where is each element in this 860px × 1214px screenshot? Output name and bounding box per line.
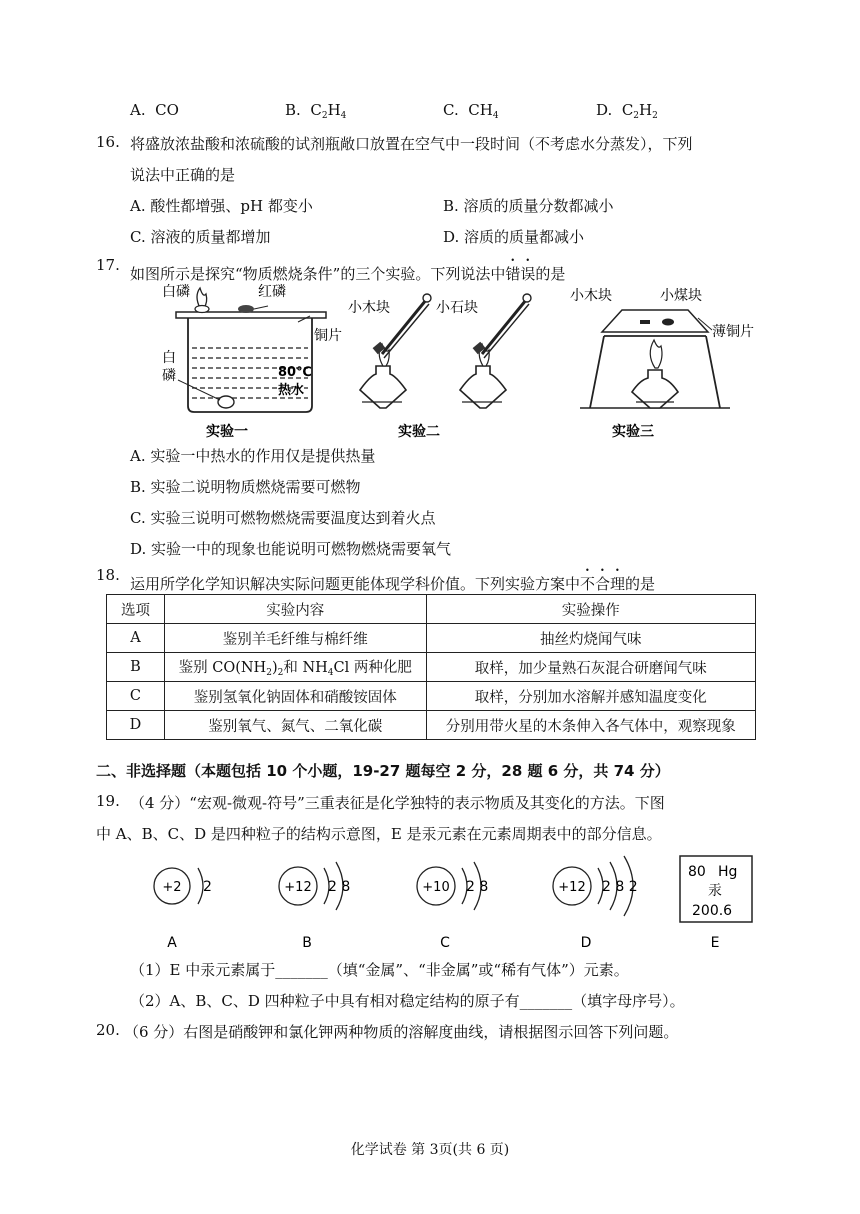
- svg-text:B: B: [302, 935, 312, 951]
- svg-text:A: A: [167, 935, 177, 951]
- q17-option-c: C. 实验三说明可燃物燃烧需要温度达到着火点: [130, 509, 436, 527]
- table-row: [107, 711, 756, 740]
- page-footer: 化学试卷 第 3页(共 6 页): [350, 1142, 510, 1158]
- table-row: [107, 653, 756, 682]
- tongs-2: [482, 300, 526, 354]
- caption-experiment-1: 实验一: [206, 424, 248, 440]
- table-cell-operation: 抽丝灼烧闻气味: [426, 624, 755, 653]
- q17-figure: [150, 278, 790, 444]
- table-row: [107, 682, 756, 711]
- svg-text:2 8 2: 2 8 2: [602, 879, 638, 895]
- label-thin-copper: 薄铜片: [712, 324, 754, 340]
- table-cell-content: 鉴别氧气、氮气、二氧化碳: [164, 711, 426, 740]
- q18-stem: 运用所学化学知识解决实际问题更能体现学科价值。下列实验方案中不合理的是: [130, 575, 656, 593]
- q16-option-c: C. 溶液的质量都增加: [130, 228, 271, 246]
- q20-text: （6 分）右图是硝酸钾和氯化钾两种物质的溶解度曲线，请根据图示回答下列问题。: [124, 1023, 679, 1041]
- label-water-1: 80℃: [278, 365, 312, 380]
- white-phosphorus-underwater: [218, 396, 234, 408]
- svg-text:200.6: 200.6: [692, 903, 733, 919]
- q15-option-c: C. $CH_4$: [443, 101, 499, 121]
- q18-number: 18.: [96, 566, 120, 584]
- svg-text:+12: +12: [284, 880, 312, 895]
- label-wood-3: 小木块: [570, 288, 612, 304]
- table-cell-operation: 取样，分别加水溶解并感知温度变化: [426, 682, 755, 711]
- svg-text:+10: +10: [422, 880, 450, 895]
- experiment-3-figure: [570, 287, 754, 440]
- label-stone: 小石块: [436, 300, 478, 316]
- q16-stem-line1: 将盛放浓盐酸和浓硫酸的试剂瓶敞口放置在空气中一段时间（不考虑水分蒸发），下列: [130, 135, 693, 153]
- table-cell-content: 鉴别 $CO(NH_2)_2$和 $NH_4Cl$ 两种化肥: [164, 653, 426, 682]
- q17-option-b: B. 实验二说明物质燃烧需要可燃物: [130, 478, 361, 496]
- table-row: [107, 624, 756, 653]
- table-header: 实验操作: [426, 595, 755, 624]
- table-cell-option: B: [107, 653, 165, 682]
- q16-option-d: D. 溶质的质量都减小: [443, 228, 585, 246]
- caption-experiment-3: 实验三: [612, 424, 654, 440]
- q15-option-a: A. CO: [130, 101, 179, 119]
- q16-option-a: A. 酸性都增强、pH 都变小: [130, 197, 313, 215]
- q16-option-b: B. 溶质的质量分数都减小: [443, 197, 614, 215]
- label-white-1: 白: [162, 350, 176, 366]
- q19-line1: （4 分）“宏观-微观-符号”三重表征是化学独特的表示物质及其变化的方法。下图: [130, 794, 665, 812]
- particle-diagrams: [140, 852, 780, 954]
- label-coal: 小煤块: [660, 288, 702, 304]
- q17-number: 17.: [96, 256, 120, 274]
- q15-option-d: D. $C_2H_2$: [596, 101, 658, 121]
- q20-number: 20.: [96, 1021, 120, 1039]
- section-heading: 二、非选择题（本题包括 10 个小题，19-27 题每空 2 分，28 题 6 分，共 74 分）: [96, 762, 670, 780]
- q15-option-b: B. $C_2H_4$: [285, 101, 347, 121]
- svg-text:汞: 汞: [708, 883, 722, 899]
- svg-text:+2: +2: [162, 880, 182, 895]
- atom-d: [553, 856, 638, 951]
- atom-c: [417, 862, 488, 951]
- svg-text:Hg: Hg: [718, 864, 738, 880]
- table-cell-content: 鉴别羊毛纤维与棉纤维: [164, 624, 426, 653]
- q16-stem-line2: 说法中正确的是: [130, 166, 236, 184]
- q17-stem: 如图所示是探究“物质燃烧条件”的三个实验。下列说法中错误的是: [130, 265, 566, 283]
- label-wood: 小木块: [348, 300, 390, 316]
- wood-block-3: [640, 320, 650, 324]
- svg-text:+12: +12: [558, 880, 586, 895]
- table-cell-operation: 分别用带火星的木条伸入各气体中，观察现象: [426, 711, 755, 740]
- q19-sub1: （1）E 中汞元素属于_______（填“金属”、“非金属”或“稀有气体”）元素。: [130, 961, 629, 979]
- label-white-phosphorus-top: 白磷: [162, 284, 190, 300]
- svg-text:2 8: 2 8: [466, 879, 489, 895]
- q19-line2: 中 A、B、C、D 是四种粒子的结构示意图，E 是汞元素在元素周期表中的部分信息。: [96, 825, 662, 843]
- table-cell-operation: 取样，加少量熟石灰混合研磨闻气味: [426, 653, 755, 682]
- experiment-2-figure: [348, 294, 531, 440]
- atom-b: [279, 862, 350, 951]
- table-header-row: [107, 595, 756, 624]
- svg-text:80: 80: [688, 864, 706, 880]
- svg-text:2: 2: [203, 879, 212, 895]
- table-header: 实验内容: [164, 595, 426, 624]
- svg-text:C: C: [440, 935, 450, 951]
- table-cell-content: 鉴别氢氧化钠固体和硝酸铵固体: [164, 682, 426, 711]
- table-cell-option: A: [107, 624, 165, 653]
- table-header: 选项: [107, 595, 165, 624]
- label-white-2: 磷: [162, 368, 176, 384]
- label-red-phosphorus: 红磷: [258, 284, 286, 300]
- atom-a: [154, 868, 212, 951]
- label-copper: 铜片: [314, 328, 342, 344]
- copper-plate: [176, 312, 326, 318]
- table-cell-option: C: [107, 682, 165, 711]
- svg-text:2 8: 2 8: [328, 879, 351, 895]
- element-cell-mercury: [680, 856, 752, 951]
- coal-block: [662, 319, 674, 326]
- red-phosphorus: [238, 305, 254, 313]
- experiment-1-figure: [162, 283, 342, 440]
- thin-copper-plate: [602, 310, 708, 332]
- svg-text:E: E: [710, 935, 720, 951]
- q17-option-d: D. 实验一中的现象也能说明可燃物燃烧需要氧气: [130, 540, 452, 558]
- table-cell-option: D: [107, 711, 165, 740]
- caption-experiment-2: 实验二: [398, 424, 440, 440]
- q19-sub2: （2）A、B、C、D 四种粒子中具有相对稳定结构的原子有_______（填字母序号）。: [130, 992, 685, 1010]
- q17-option-a: A. 实验一中热水的作用仅是提供热量: [130, 447, 376, 465]
- q18-table: [106, 594, 756, 740]
- q16-number: 16.: [96, 133, 120, 151]
- label-water-2: 热水: [278, 383, 305, 398]
- q19-number: 19.: [96, 792, 120, 810]
- svg-text:D: D: [580, 935, 592, 951]
